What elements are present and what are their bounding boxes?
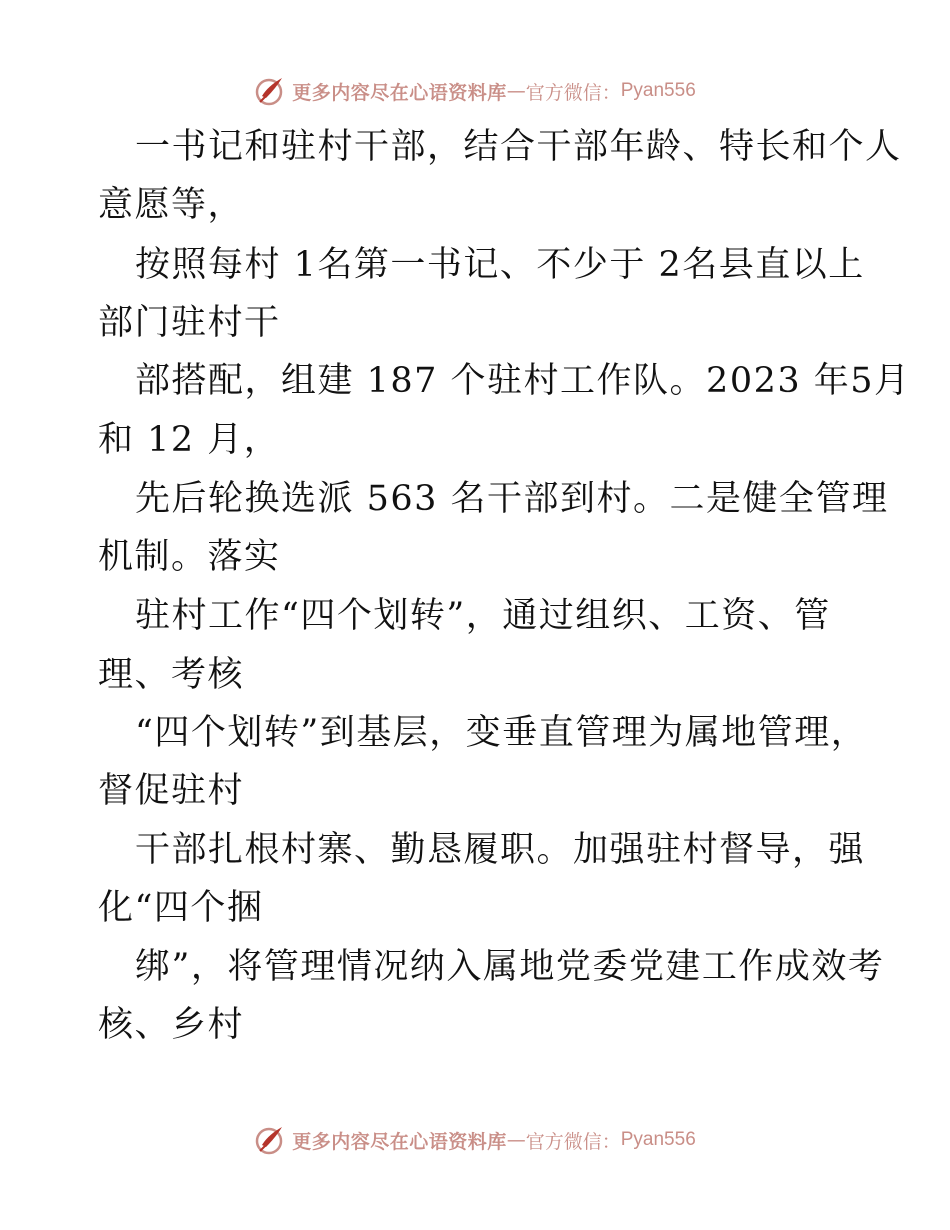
watermark-wechat-id: Pyan556 [620,80,696,101]
watermark-wechat-label: 官方微信： [525,1130,621,1153]
quill-logo-icon [254,1123,288,1157]
watermark-text: 更多内容尽在心语资料库 [292,81,507,104]
text-line: 按照每村 1名第一书记、不少于 2名县直以上 [135,245,865,285]
text-line: 驻村工作“四个划转”，通过组织、工资、管 [135,596,831,636]
text-line: 理、考核 [98,655,245,695]
watermark-wechat-id: Pyan556 [620,1129,696,1150]
text-line: “四个划转”到基层，变垂直管理为属地管理， [135,713,868,753]
footer-watermark [0,1120,950,1160]
text-line: 和 12 月， [98,420,281,460]
text-line: 核、乡村 [98,1005,245,1045]
text-line: 部搭配，组建 187 个驻村工作队。2023 年5月 [135,361,911,401]
text-line: 意愿等， [98,185,245,225]
watermark-separator: — [506,80,526,102]
text-line: 部门驻村干 [98,303,281,343]
text-line: 先后轮换选派 563 名干部到村。二是健全管理 [135,479,889,519]
text-line: 一书记和驻村干部，结合干部年龄、特长和个人 [135,127,902,167]
text-line: 干部扎根村寨、勤恳履职。加强驻村督导，强 [135,830,866,870]
text-line: 机制。落实 [98,537,281,577]
header-watermark [0,71,950,111]
text-line: 督促驻村 [98,771,245,811]
text-line: 绑”，将管理情况纳入属地党委党建工作成效考 [135,947,885,987]
text-line: 化“四个捆 [98,888,264,928]
quill-logo-icon [254,74,288,108]
watermark-wechat-label: 官方微信： [525,81,621,104]
watermark-text: 更多内容尽在心语资料库 [292,1130,507,1153]
watermark-separator: — [506,1129,526,1151]
